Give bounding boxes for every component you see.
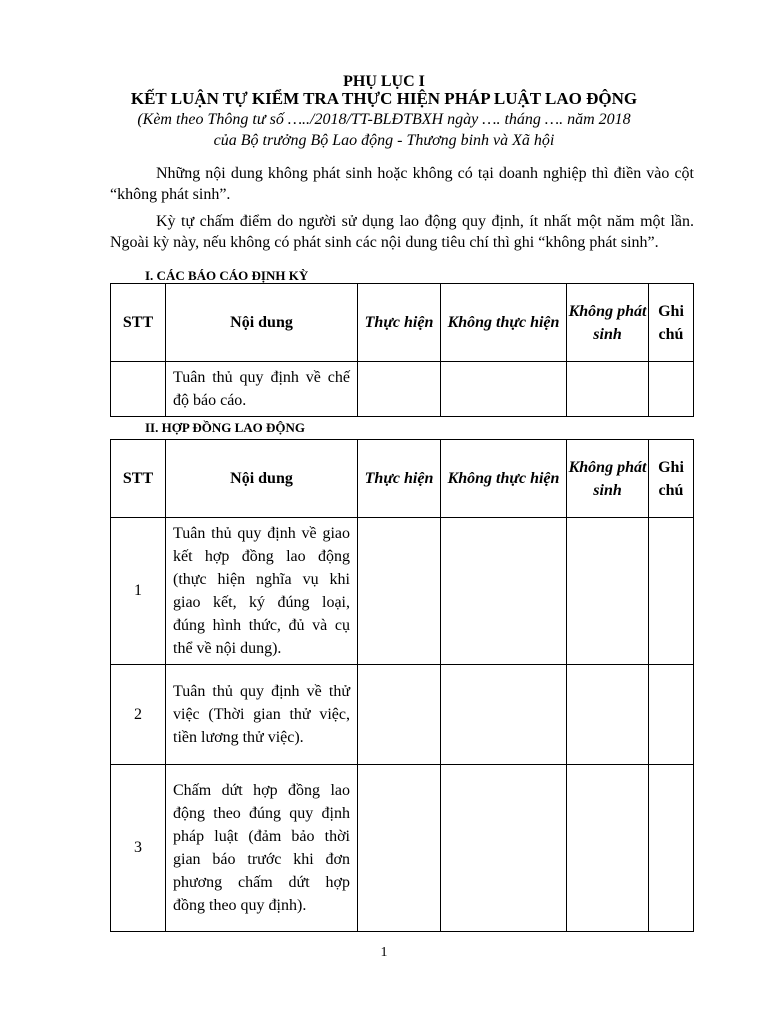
- header-content: Nội dung: [166, 440, 358, 518]
- header-not-arising: Không phát sinh: [567, 284, 649, 362]
- cell-not-done[interactable]: [441, 518, 567, 665]
- table-row: [111, 665, 694, 765]
- cell-done[interactable]: [358, 518, 441, 665]
- cell-done[interactable]: [358, 362, 441, 417]
- row-content: Tuân thủ quy định về giao kết hợp đồng lao động (thực hiện nghĩa vụ khi giao kết, ký đúng loại, đúng hình thức, đủ và cụ thể về nội dung).: [166, 518, 358, 665]
- row-content: Chấm dứt hợp đồng lao động theo đúng quy định pháp luật (đảm bảo thời gian báo trước khi đơn phương chấm dứt hợp đồng theo quy định).: [166, 765, 358, 932]
- header-not-done: Không thực hiện: [441, 440, 567, 518]
- cell-note[interactable]: [649, 765, 694, 932]
- cell-not-arising[interactable]: [567, 362, 649, 417]
- row-content: Tuân thủ quy định về thử việc (Thời gian thử việc, tiền lương thử việc).: [166, 665, 358, 765]
- cell-note[interactable]: [649, 665, 694, 765]
- cell-done[interactable]: [358, 665, 441, 765]
- table-row: [111, 518, 694, 665]
- cell-not-arising[interactable]: [567, 518, 649, 665]
- cell-note[interactable]: [649, 362, 694, 417]
- row-stt: 1: [111, 518, 166, 665]
- page-number: 1: [380, 945, 388, 960]
- table-row: [111, 765, 694, 932]
- row-content: Tuân thủ quy định về chế độ báo cáo.: [166, 362, 358, 417]
- cell-not-done[interactable]: [441, 765, 567, 932]
- document-title: KẾT LUẬN TỰ KIỂM TRA THỰC HIỆN PHÁP LUẬT LAO ĐỘNG: [130, 89, 638, 108]
- labor-contract-table: [110, 439, 694, 932]
- row-stt: [111, 362, 166, 417]
- row-stt: 3: [111, 765, 166, 932]
- row-stt: 2: [111, 665, 166, 765]
- section-title-reports: I. CÁC BÁO CÁO ĐỊNH KỲ: [145, 268, 309, 283]
- header-not-arising: Không phát sinh: [567, 440, 649, 518]
- header-not-done: Không thực hiện: [441, 284, 567, 362]
- cell-not-arising[interactable]: [567, 665, 649, 765]
- cell-done[interactable]: [358, 765, 441, 932]
- header-stt: STT: [111, 284, 166, 362]
- header-content: Nội dung: [166, 284, 358, 362]
- cell-note[interactable]: [649, 518, 694, 665]
- cell-not-done[interactable]: [441, 362, 567, 417]
- section-title-labor-contract: II. HỢP ĐỒNG LAO ĐỘNG: [145, 420, 305, 435]
- header-done: Thực hiện: [358, 284, 441, 362]
- header-stt: STT: [111, 440, 166, 518]
- intro-paragraph-2: Kỳ tự chấm điểm do người sử dụng lao động quy định, ít nhất một năm một lần. Ngoài kỳ này, nếu không có phát sinh các nội dung tiêu chí thì ghi “không phát sinh”.: [110, 213, 694, 251]
- table-row: [111, 362, 694, 417]
- reports-table: [110, 283, 694, 417]
- appendix-label: PHỤ LỤC I: [343, 73, 425, 90]
- table-header-row: [111, 284, 694, 362]
- cell-not-arising[interactable]: [567, 765, 649, 932]
- header-done: Thực hiện: [358, 440, 441, 518]
- header-note: Ghi chú: [649, 284, 694, 362]
- cell-not-done[interactable]: [441, 665, 567, 765]
- subtitle-line-2: của Bộ trưởng Bộ Lao động - Thương binh và Xã hội: [213, 132, 555, 149]
- subtitle-line-1: (Kèm theo Thông tư số …../2018/TT-BLĐTBXH ngày …. tháng …. năm 2018: [137, 111, 631, 128]
- intro-paragraph-1: Những nội dung không phát sinh hoặc không có tại doanh nghiệp thì điền vào cột “không phát sinh”.: [110, 165, 694, 203]
- header-note: Ghi chú: [649, 440, 694, 518]
- table-header-row: [111, 440, 694, 518]
